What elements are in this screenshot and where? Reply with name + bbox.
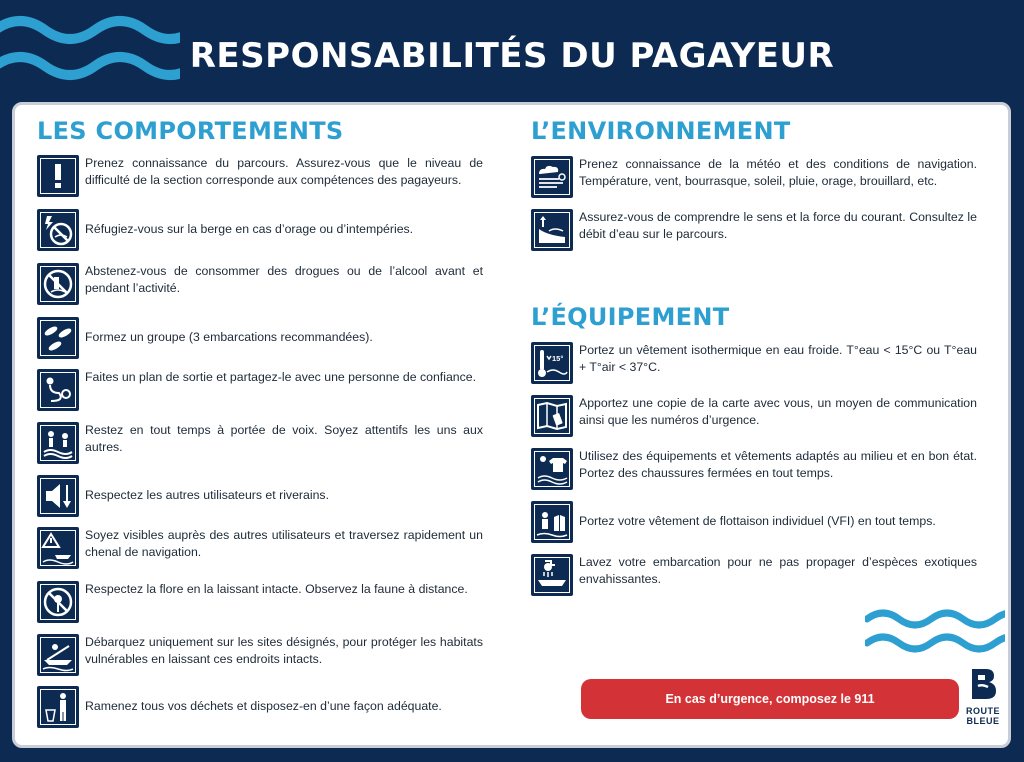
list-item <box>37 634 483 676</box>
list-item <box>37 422 483 464</box>
item-text: Abstenez-vous de consommer des drogues ou de l’alcool avant et pendant l’activité. <box>85 264 483 295</box>
route-bleue-logo <box>963 667 1003 726</box>
item-text: Prenez connaissance du parcours. Assurez-vous que le niveau de difficulté de la section corresponde aux compétences des pagayeurs. <box>85 156 483 187</box>
list-item <box>531 554 977 596</box>
logo-text-line2: BLEUE <box>966 716 1000 726</box>
item-text: Respectez la flore en la laissant intacte. Observez la faune à distance. <box>85 582 468 596</box>
waves-decoration-bottom-right <box>865 605 1005 655</box>
list-item <box>531 342 977 384</box>
list-item <box>37 581 483 623</box>
list-item <box>37 209 483 251</box>
list-item <box>37 155 483 197</box>
speaker-low-volume-icon <box>37 475 79 517</box>
list-item <box>531 395 977 437</box>
voice-range-icon <box>37 422 79 464</box>
emergency-banner: En cas d’urgence, composez le 911 <box>581 679 959 719</box>
clothing-icon <box>531 448 573 490</box>
item-text: Portez un vêtement isothermique en eau froide. T°eau < 15°C ou T°eau + T°air < 37°C. <box>579 343 977 374</box>
item-text: Respectez les autres utilisateurs et riverains. <box>85 488 329 502</box>
list-item <box>531 209 977 251</box>
content-panel <box>12 102 1011 748</box>
item-text: Soyez visibles auprès des autres utilisateurs et traversez rapidement un chenal de navigation. <box>85 528 483 559</box>
item-text: Ramenez tous vos déchets et disposez-en d’une façon adéquate. <box>85 699 442 713</box>
list-item <box>531 156 977 198</box>
item-text: Réfugiez-vous sur la berge en cas d’orage ou d’intempéries. <box>85 222 414 236</box>
warning-boat-icon <box>37 527 79 569</box>
item-text: Portez votre vêtement de flottaison individuel (VFI) en tout temps. <box>579 514 936 528</box>
item-text: Restez en tout temps à portée de voix. Soyez attentifs les uns aux autres. <box>85 423 483 454</box>
life-jacket-icon <box>531 501 573 543</box>
wash-boat-icon <box>531 554 573 596</box>
no-alcohol-icon <box>37 263 79 305</box>
logo-b-icon <box>968 667 998 701</box>
item-text: Assurez-vous de comprendre le sens et la force du courant. Consultez le débit d’eau sur le parcours. <box>579 210 977 241</box>
thermometer-icon <box>531 342 573 384</box>
temperature-badge: 15° <box>552 354 564 363</box>
trash-icon <box>37 686 79 728</box>
group-kayaks-icon <box>37 317 79 359</box>
list-item <box>531 501 977 543</box>
item-text: Formez un groupe (3 embarcations recommandées). <box>85 330 373 344</box>
item-text: Utilisez des équipements et vêtements adaptés au milieu et en bon état. Portez des chaussures fermées en tout temps. <box>579 449 977 480</box>
no-picking-flora-icon <box>37 581 79 623</box>
route-plan-icon <box>37 369 79 411</box>
list-item <box>37 369 483 411</box>
exclamation-icon <box>37 155 79 197</box>
list-item <box>531 448 977 490</box>
item-text: Apportez une copie de la carte avec vous, un moyen de communication ainsi que les numéros d’urgence. <box>579 396 977 427</box>
logo-text-line1: ROUTE <box>966 706 1000 716</box>
list-item <box>37 263 483 305</box>
list-item <box>37 317 483 359</box>
page-title: RESPONSABILITÉS DU PAGAYEUR <box>189 36 835 76</box>
section-heading-equipement: L’ÉQUIPEMENT <box>531 303 730 331</box>
item-text: Faites un plan de sortie et partagez-le avec une personne de confiance. <box>85 370 477 384</box>
current-icon <box>531 209 573 251</box>
item-text: Prenez connaissance de la météo et des conditions de navigation. Température, vent, bourrasque, soleil, pluie, orage, brouillard, etc. <box>579 157 977 188</box>
list-item <box>37 527 483 569</box>
map-phone-icon <box>531 395 573 437</box>
storm-no-paddling-icon <box>37 209 79 251</box>
item-text: Débarquez uniquement sur les sites désignés, pour protéger les habitats vulnérables en laissant ces endroits intacts. <box>85 635 483 666</box>
weather-icon <box>531 156 573 198</box>
list-item <box>37 475 483 517</box>
section-heading-environnement: L’ENVIRONNEMENT <box>531 117 791 145</box>
section-heading-comportements: LES COMPORTEMENTS <box>37 117 344 145</box>
kayak-landing-icon <box>37 634 79 676</box>
item-text: Lavez votre embarcation pour ne pas propager d’espèces exotiques envahissantes. <box>579 555 977 586</box>
list-item <box>37 686 483 728</box>
